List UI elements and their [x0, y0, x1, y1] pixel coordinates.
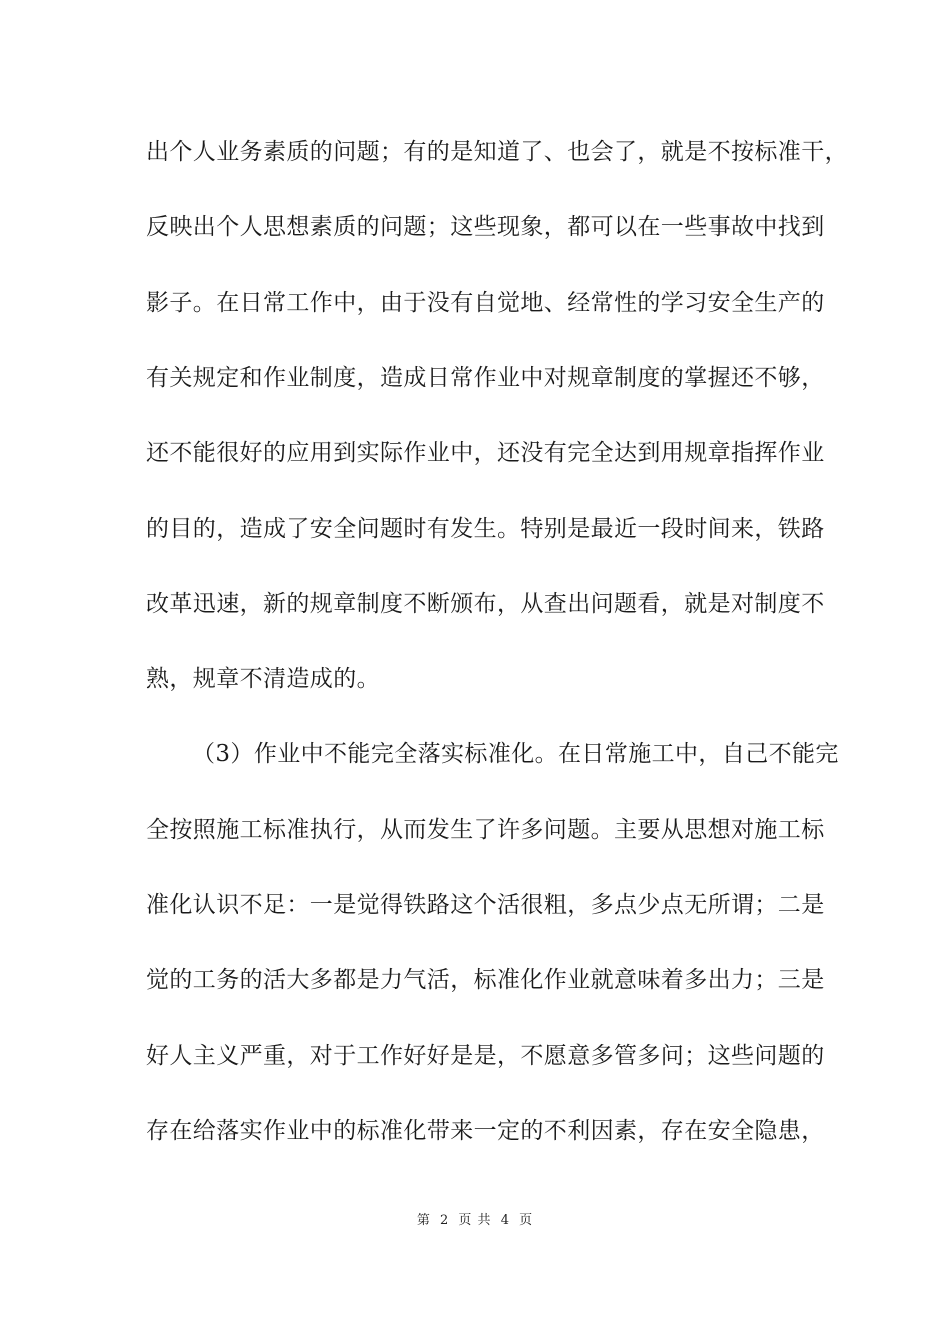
footer-middle: 页 共: [458, 1213, 492, 1228]
total-page-count: 4: [500, 1213, 510, 1228]
text-line: 出个人业务素质的问题；有的是知道了、也会了，就是不按标准干，: [146, 139, 848, 165]
current-page-number: 2: [440, 1213, 450, 1228]
text-line: 还不能很好的应用到实际作业中，还没有完全达到用规章指挥作业: [146, 440, 825, 466]
text-line: 影子。在日常工作中，由于没有自觉地、经常性的学习安全生产的: [146, 290, 825, 316]
page-number-footer: [0, 1209, 950, 1228]
text-line: 好人主义严重，对于工作好好是是，不愿意多管多问；这些问题的: [146, 1043, 825, 1069]
text-line: 有关规定和作业制度，造成日常作业中对规章制度的掌握还不够，: [146, 365, 825, 391]
text-line: 改革迅速，新的规章制度不断颁布，从查出问题看，就是对制度不: [146, 591, 825, 617]
text-line: 觉的工务的活大多都是力气活，标准化作业就意味着多出力；三是: [146, 967, 825, 993]
text-line: 全按照施工标准执行，从而发生了许多问题。主要从思想对施工标: [146, 817, 825, 843]
footer-suffix: 页: [519, 1213, 534, 1228]
text-line: 反映出个人思想素质的问题；这些现象，都可以在一些事故中找到: [146, 214, 825, 240]
footer-prefix: 第: [416, 1213, 431, 1228]
text-line: 存在给落实作业中的标准化带来一定的不利因素，存在安全隐患，: [146, 1118, 825, 1144]
text-line: 准化认识不足：一是觉得铁路这个活很粗，多点少点无所谓；二是: [146, 892, 825, 918]
paragraph-start-line: （3）作业中不能完全落实标准化。在日常施工中，自己不能完: [192, 741, 839, 767]
text-line: 的目的，造成了安全问题时有发生。特别是最近一段时间来，铁路: [146, 516, 825, 542]
text-line: 熟，规章不清造成的。: [146, 666, 380, 692]
